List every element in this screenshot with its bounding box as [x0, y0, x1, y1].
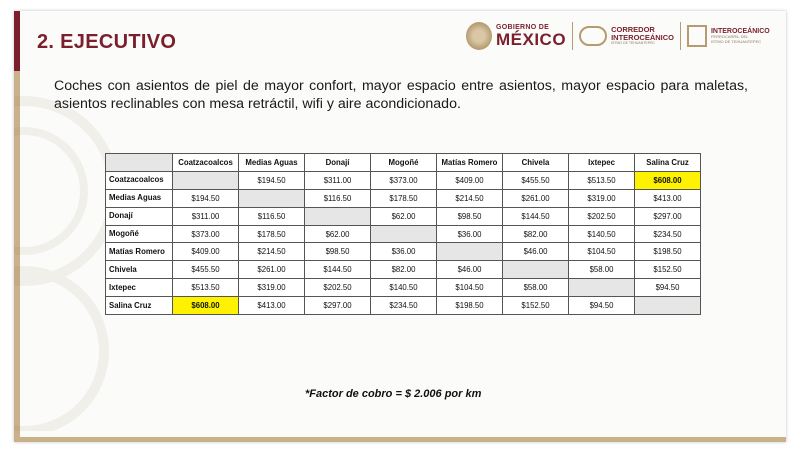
fare-cell: $178.50 — [239, 225, 305, 243]
fare-cell: $373.00 — [173, 225, 239, 243]
row-header: Ixtepec — [106, 279, 173, 297]
table-row — [106, 243, 701, 261]
diagonal-cell — [503, 261, 569, 279]
interoceanico-logo — [687, 25, 770, 47]
fare-cell: $608.00 — [173, 297, 239, 315]
fare-cell: $202.50 — [569, 207, 635, 225]
fare-cell: $261.00 — [239, 261, 305, 279]
diagonal-cell — [437, 243, 503, 261]
ferrocarril-line1: FERROCARRIL DEL — [710, 34, 749, 40]
corredor-line2: INTEROCEÁNICO — [611, 33, 674, 43]
fare-cell: $202.50 — [305, 279, 371, 297]
fare-cell: $319.00 — [569, 189, 635, 207]
table-corner-cell — [106, 154, 173, 172]
fare-cell: $152.50 — [503, 297, 569, 315]
fare-cell: $104.50 — [569, 243, 635, 261]
class-description: Coches con asientos de piel de mayor confort, mayor espacio entre asientos, mayor espacio para maletas, asientos reclinables con mesa retráctil, wifi y aire acondicionado. — [54, 78, 748, 112]
bottom-accent-bar — [14, 437, 786, 442]
fare-cell: $98.50 — [437, 207, 503, 225]
gobierno-small-label: GOBIERNO DE — [496, 24, 550, 31]
fare-cell: $373.00 — [371, 171, 437, 189]
fare-cell: $98.50 — [305, 243, 371, 261]
fare-cell: $58.00 — [569, 261, 635, 279]
corredor-tiny: ISTMO DE TEHUANTEPEC — [611, 41, 655, 46]
fare-cell: $234.50 — [635, 225, 701, 243]
row-header: Matías Romero — [106, 243, 173, 261]
table-header-row — [106, 154, 701, 172]
fare-cell: $297.00 — [305, 297, 371, 315]
fare-cell: $194.50 — [239, 171, 305, 189]
fare-cell: $82.00 — [371, 261, 437, 279]
corredor-logo — [579, 26, 674, 46]
fare-cell: $94.50 — [569, 297, 635, 315]
row-header: Coatzacoalcos — [106, 171, 173, 189]
fare-cell: $198.50 — [437, 297, 503, 315]
table-row — [106, 171, 701, 189]
fare-cell: $104.50 — [437, 279, 503, 297]
fare-cell: $513.50 — [173, 279, 239, 297]
left-accent-bar-top — [14, 11, 20, 71]
gobierno-logo — [466, 22, 566, 50]
fare-cell: $140.50 — [371, 279, 437, 297]
table-row — [106, 279, 701, 297]
fare-cell: $311.00 — [305, 171, 371, 189]
row-header: Donají — [106, 207, 173, 225]
gobierno-big-label: MÉXICO — [496, 30, 567, 49]
table-row — [106, 261, 701, 279]
fare-cell: $36.00 — [437, 225, 503, 243]
fare-cell: $234.50 — [371, 297, 437, 315]
fare-cell: $140.50 — [569, 225, 635, 243]
table-row — [106, 297, 701, 315]
fare-cell: $178.50 — [371, 189, 437, 207]
fare-cell: $144.50 — [305, 261, 371, 279]
column-header: Medias Aguas — [239, 154, 305, 172]
column-header: Salina Cruz — [635, 154, 701, 172]
row-header: Mogoñé — [106, 225, 173, 243]
fare-cell: $198.50 — [635, 243, 701, 261]
fare-factor-note: *Factor de cobro = $ 2.006 por km — [305, 388, 482, 400]
fare-cell: $297.00 — [635, 207, 701, 225]
row-header: Chivela — [106, 261, 173, 279]
corredor-mark-icon — [579, 26, 607, 46]
fare-cell: $409.00 — [173, 243, 239, 261]
column-header: Ixtepec — [569, 154, 635, 172]
column-header: Mogoñé — [371, 154, 437, 172]
fare-cell: $36.00 — [371, 243, 437, 261]
fare-cell: $413.00 — [635, 189, 701, 207]
column-header: Coatzacoalcos — [173, 154, 239, 172]
slide — [14, 11, 786, 442]
fare-cell: $455.50 — [173, 261, 239, 279]
table-row — [106, 189, 701, 207]
slide-title: 2. EJECUTIVO — [37, 31, 177, 53]
diagonal-cell — [305, 207, 371, 225]
fare-cell: $319.00 — [239, 279, 305, 297]
row-header: Salina Cruz — [106, 297, 173, 315]
fare-cell: $311.00 — [173, 207, 239, 225]
corredor-line1: CORREDOR — [611, 25, 655, 35]
fare-cell: $194.50 — [173, 189, 239, 207]
fare-table — [105, 153, 701, 315]
fare-cell: $144.50 — [503, 207, 569, 225]
coat-of-arms-icon — [466, 22, 492, 50]
diagonal-cell — [635, 297, 701, 315]
fare-cell: $214.50 — [437, 189, 503, 207]
diagonal-cell — [239, 189, 305, 207]
ferrocarril-mark-icon — [687, 25, 707, 47]
fare-cell: $116.50 — [239, 207, 305, 225]
fare-cell: $58.00 — [503, 279, 569, 297]
column-header: Donají — [305, 154, 371, 172]
fare-cell: $116.50 — [305, 189, 371, 207]
fare-cell: $46.00 — [437, 261, 503, 279]
fare-cell: $261.00 — [503, 189, 569, 207]
fare-cell: $62.00 — [305, 225, 371, 243]
fare-cell: $94.50 — [635, 279, 701, 297]
column-header: Matías Romero — [437, 154, 503, 172]
fare-cell: $152.50 — [635, 261, 701, 279]
fare-cell: $82.00 — [503, 225, 569, 243]
table-row — [106, 225, 701, 243]
fare-cell: $513.50 — [569, 171, 635, 189]
fare-cell: $608.00 — [635, 171, 701, 189]
fare-cell: $62.00 — [371, 207, 437, 225]
interoceanico-label: INTEROCEÁNICO — [710, 27, 770, 35]
diagonal-cell — [569, 279, 635, 297]
logo-divider — [680, 22, 681, 50]
fare-cell: $413.00 — [239, 297, 305, 315]
table-row — [106, 207, 701, 225]
fare-cell: $455.50 — [503, 171, 569, 189]
ferrocarril-line2: ISTMO DE TEHUANTEPEC — [710, 38, 762, 44]
logo-divider — [572, 22, 573, 50]
fare-cell: $46.00 — [503, 243, 569, 261]
header-logos — [466, 17, 782, 55]
fare-cell: $214.50 — [239, 243, 305, 261]
diagonal-cell — [371, 225, 437, 243]
diagonal-cell — [173, 171, 239, 189]
row-header: Medias Aguas — [106, 189, 173, 207]
column-header: Chivela — [503, 154, 569, 172]
fare-cell: $409.00 — [437, 171, 503, 189]
